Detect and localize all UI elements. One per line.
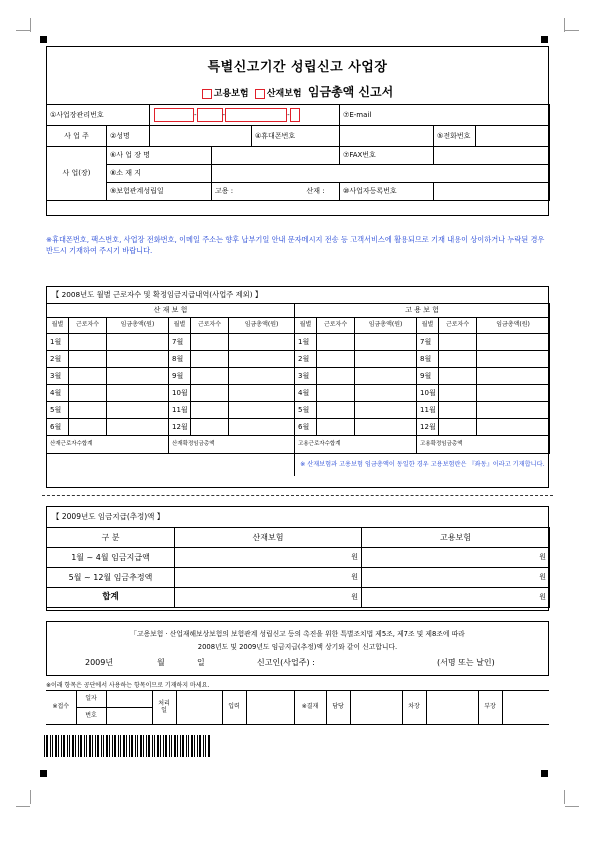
month-label: 6월 <box>47 419 69 436</box>
row-label: 1월 ~ 4월 임금지급액 <box>47 548 175 568</box>
wage-input[interactable] <box>229 351 295 368</box>
wage-input[interactable] <box>229 334 295 351</box>
month-label: 7월 <box>417 334 439 351</box>
input-label: 입력 <box>222 691 246 725</box>
barcode-bar <box>123 735 125 757</box>
workplace-name-label: ⑥사 업 장 명 <box>107 147 212 165</box>
barcode <box>44 735 212 763</box>
reporter-label: 신고인(사업주) : <box>257 658 315 667</box>
barcode-bar <box>140 735 142 757</box>
fax-input[interactable] <box>434 147 550 165</box>
barcode-bar <box>194 735 195 757</box>
barcode-bar <box>160 735 161 757</box>
office-note: ※이래 항목은 공단에서 사용하는 항목이므로 기재하지 마세요. <box>46 682 210 689</box>
wage-input[interactable] <box>229 368 295 385</box>
notice-text: ※휴대폰번호, 팩스번호, 사업장 전화번호, 이메일 주소는 향후 납부기일 안내 문자메시지 전송 등 고객서비스에 활용되므로 기재 내용이 상이하거나 누락된 경우 반드시 기재하여 주시기 바랍니다. <box>46 235 545 256</box>
crop-mark <box>565 30 579 31</box>
phone-input[interactable] <box>476 126 550 147</box>
barcode-bar <box>69 735 70 757</box>
month-label: 9월 <box>169 368 191 385</box>
workers-input[interactable] <box>69 385 107 402</box>
workplace-name-input[interactable] <box>212 147 340 165</box>
barcode-bar <box>120 735 121 757</box>
crop-mark <box>16 806 30 807</box>
declaration-line2: 2008년도 및 2009년도 임금지급(추정)액 상기와 같이 신고합니다. <box>197 643 398 651</box>
wage-input[interactable] <box>477 419 550 436</box>
month-label: 10월 <box>417 385 439 402</box>
barcode-bar <box>46 735 48 757</box>
barcode-bar <box>44 735 45 757</box>
wage-input[interactable] <box>477 368 550 385</box>
wage-input[interactable] <box>477 402 550 419</box>
section-2009-title: 【 2009년도 임금지급(추정)액 】 <box>52 512 165 521</box>
month-label: 10월 <box>169 385 191 402</box>
emp-wage-total: 고용확정임금총액 <box>417 436 550 454</box>
mobile-label: ④휴대폰번호 <box>252 126 340 147</box>
cut-line <box>42 495 553 496</box>
wage-input[interactable] <box>477 334 550 351</box>
form-subtitle: 임금총액 신고서 <box>307 85 394 99</box>
barcode-bar <box>171 735 172 757</box>
wage-input[interactable] <box>107 385 169 402</box>
barcode-bar <box>174 735 176 757</box>
workers-input[interactable] <box>191 368 229 385</box>
form-title: 특별신고기간 성립신고 사업장 <box>207 60 388 75</box>
relation-date-label: ⑨보험관계성립일 <box>107 183 212 201</box>
registration-mark <box>541 36 548 43</box>
address-input[interactable] <box>212 165 550 183</box>
barcode-bar <box>89 735 91 757</box>
workers-input[interactable] <box>191 419 229 436</box>
number-label: 번호 <box>76 708 106 725</box>
crop-mark <box>564 790 565 804</box>
col-emp-2009: 고용보험 <box>362 528 550 548</box>
workers-input[interactable] <box>317 351 355 368</box>
wage-input[interactable] <box>355 385 417 402</box>
wage-input[interactable] <box>477 351 550 368</box>
ind-date-input[interactable]: 산재 : <box>304 183 340 201</box>
col-month: 월별 <box>47 318 69 334</box>
wage-2009-table <box>46 527 550 608</box>
workers-input[interactable] <box>439 419 477 436</box>
wage-input[interactable] <box>107 368 169 385</box>
barcode-bar <box>131 735 133 757</box>
workers-input[interactable] <box>439 402 477 419</box>
workers-input[interactable] <box>69 351 107 368</box>
footnote-spacer <box>47 454 295 476</box>
barcode-bar <box>154 735 155 757</box>
phone-label: ⑤전화번호 <box>434 126 476 147</box>
barcode-bar <box>180 735 181 757</box>
col-wage: 임금총액(원) <box>355 318 417 334</box>
crop-mark <box>30 18 31 32</box>
month-row <box>47 351 550 368</box>
month-label: 11월 <box>169 402 191 419</box>
barcode-bar <box>205 735 206 757</box>
barcode-bar <box>137 735 138 757</box>
barcode-bar <box>114 735 116 757</box>
name-input[interactable] <box>150 126 252 147</box>
barcode-bar <box>157 735 159 757</box>
registration-mark <box>40 36 47 43</box>
barcode-bar <box>61 735 62 757</box>
declaration-day: 일 <box>197 658 205 667</box>
wage-input[interactable] <box>107 334 169 351</box>
section-2008-title: 【 2008년도 월별 근로자수 및 확정임금지급내역(사업주 제외) 】 <box>52 290 263 299</box>
col-workers: 근로자수 <box>191 318 229 334</box>
emp-amount-input[interactable]: 원 <box>362 548 550 568</box>
wage-2008-table <box>46 303 550 476</box>
month-label: 3월 <box>47 368 69 385</box>
month-label: 4월 <box>295 385 317 402</box>
col-ind-2009: 산재보험 <box>175 528 362 548</box>
workers-input[interactable] <box>317 368 355 385</box>
barcode-bar <box>109 735 110 757</box>
crop-mark <box>16 30 30 31</box>
barcode-bar <box>129 735 130 757</box>
crop-mark <box>565 806 579 807</box>
workers-input[interactable] <box>317 402 355 419</box>
industrial-header: 산 재 보 험 <box>47 304 295 318</box>
name-label: ②성명 <box>107 126 150 147</box>
barcode-bar <box>84 735 85 757</box>
barcode-bar <box>80 735 82 757</box>
wage-input[interactable] <box>229 419 295 436</box>
month-label: 5월 <box>47 402 69 419</box>
barcode-bar <box>67 735 68 757</box>
date-label: 일자 <box>76 691 106 708</box>
col-month: 월별 <box>295 318 317 334</box>
month-label: 9월 <box>417 368 439 385</box>
mobile-input[interactable] <box>340 126 434 147</box>
workers-input[interactable] <box>191 402 229 419</box>
staff-cell <box>350 691 402 725</box>
ind-amount-input[interactable]: 원 <box>175 588 362 608</box>
col-division: 구 분 <box>47 528 175 548</box>
registration-mark <box>40 770 47 777</box>
col-wage: 임금총액(원) <box>229 318 295 334</box>
declaration-month: 월 <box>157 658 165 667</box>
wage-input[interactable] <box>355 419 417 436</box>
col-month: 월별 <box>417 318 439 334</box>
month-label: 6월 <box>295 419 317 436</box>
workers-input[interactable] <box>317 419 355 436</box>
barcode-bar <box>163 735 164 757</box>
ind-wage-total: 산재확정임금총액 <box>169 436 295 454</box>
review-label: ※결재 <box>294 691 326 725</box>
date-cell <box>106 691 152 708</box>
emp-worker-total: 고용근로자수합계 <box>295 436 417 454</box>
workers-input[interactable] <box>69 334 107 351</box>
declaration-year: 2009년 <box>85 658 114 667</box>
address-label: ⑧소 재 지 <box>107 165 212 183</box>
wage-input[interactable] <box>355 402 417 419</box>
barcode-bar <box>186 735 187 757</box>
barcode-bar <box>135 735 136 757</box>
month-label: 12월 <box>417 419 439 436</box>
barcode-bar <box>103 735 104 757</box>
input-cell <box>246 691 294 725</box>
month-label: 8월 <box>169 351 191 368</box>
month-label: 8월 <box>417 351 439 368</box>
form-subtitle-row <box>47 83 548 100</box>
receipt-label: ※접수 <box>46 691 76 725</box>
registration-mark <box>541 770 548 777</box>
mgmt-no-input[interactable]: - - - <box>150 105 340 126</box>
barcode-bar <box>72 735 74 757</box>
manager-label: 차장 <box>402 691 426 725</box>
barcode-bar <box>86 735 87 757</box>
declaration-line1: 「고용보험 · 산업재해보상보험의 보험관계 성립신고 등의 촉진을 위한 특별조치법 제5조, 제7조 및 제8조에 따라 <box>130 630 465 638</box>
barcode-bar <box>152 735 153 757</box>
month-row <box>47 368 550 385</box>
barcode-bar <box>92 735 93 757</box>
barcode-bar <box>182 735 184 757</box>
checkbox-employment[interactable] <box>202 89 212 99</box>
barcode-bar <box>97 735 99 757</box>
month-label: 11월 <box>417 402 439 419</box>
workers-input[interactable] <box>439 368 477 385</box>
barcode-bar <box>126 735 127 757</box>
workers-input[interactable] <box>69 368 107 385</box>
head-label: 부장 <box>478 691 502 725</box>
wage-input[interactable] <box>355 334 417 351</box>
head-cell <box>502 691 549 725</box>
barcode-bar <box>118 735 119 757</box>
barcode-bar <box>146 735 147 757</box>
month-row <box>47 385 550 402</box>
wage-input[interactable] <box>107 351 169 368</box>
month-row <box>47 402 550 419</box>
ind-amount-input[interactable]: 원 <box>175 548 362 568</box>
barcode-bar <box>75 735 76 757</box>
barcode-bar <box>177 735 178 757</box>
emp-amount-input[interactable]: 원 <box>362 588 550 608</box>
wage-input[interactable] <box>477 385 550 402</box>
month-label: 12월 <box>169 419 191 436</box>
mgmt-no-label: ①사업장관리번호 <box>47 105 150 126</box>
workers-input[interactable] <box>69 419 107 436</box>
office-table <box>46 690 549 725</box>
footnote-2008: ※ 산재보험과 고용보험 임금총액이 동일한 경우 고용보험란은 『좌동』이라고 기재합니다. <box>295 454 550 476</box>
employment-header: 고 용 보 험 <box>295 304 550 318</box>
barcode-bar <box>148 735 150 757</box>
barcode-bar <box>50 735 51 757</box>
email-label: ⑦E-mail <box>340 105 550 126</box>
barcode-bar <box>199 735 201 757</box>
workers-input[interactable] <box>191 334 229 351</box>
col-workers: 근로자수 <box>69 318 107 334</box>
workers-input[interactable] <box>317 334 355 351</box>
staff-label: 담당 <box>326 691 350 725</box>
declaration-box <box>46 621 549 676</box>
workplace-label: 사 업(장) <box>47 147 107 201</box>
col-wage: 임금총액(원) <box>477 318 550 334</box>
barcode-bar <box>101 735 102 757</box>
month-label: 2월 <box>295 351 317 368</box>
wage-input[interactable] <box>229 402 295 419</box>
employer-label: 사 업 주 <box>47 126 107 147</box>
barcode-bar <box>203 735 204 757</box>
month-label: 1월 <box>295 334 317 351</box>
processing-cell <box>176 691 222 725</box>
workers-input[interactable] <box>191 385 229 402</box>
barcode-bar <box>95 735 96 757</box>
fax-label: ⑦FAX번호 <box>340 147 434 165</box>
barcode-bar <box>191 735 193 757</box>
wage-input[interactable] <box>229 385 295 402</box>
workers-input[interactable] <box>439 351 477 368</box>
checkbox-industrial[interactable] <box>255 89 265 99</box>
ind-worker-total: 산재근로자수합계 <box>47 436 169 454</box>
col-workers: 근로자수 <box>439 318 477 334</box>
barcode-bar <box>63 735 65 757</box>
applicant-table <box>46 104 550 201</box>
barcode-bar <box>169 735 170 757</box>
declaration-sign-row <box>47 657 548 669</box>
workers-input[interactable] <box>69 402 107 419</box>
month-label: 4월 <box>47 385 69 402</box>
wage-input[interactable] <box>355 368 417 385</box>
biz-reg-input[interactable] <box>434 183 550 201</box>
wage-input[interactable] <box>107 419 169 436</box>
processing-label: 처리일 <box>152 691 176 725</box>
month-label: 3월 <box>295 368 317 385</box>
month-label: 1월 <box>47 334 69 351</box>
col-wage: 임금총액(원) <box>107 318 169 334</box>
barcode-bar <box>106 735 108 757</box>
barcode-bar <box>165 735 167 757</box>
crop-mark <box>30 790 31 804</box>
month-label: 7월 <box>169 334 191 351</box>
month-label: 2월 <box>47 351 69 368</box>
label-industrial: 산재보험 <box>266 89 302 99</box>
row-label: 5월 ~ 12월 임금추정액 <box>47 568 175 588</box>
month-row <box>47 334 550 351</box>
sign-label: (서명 또는 날인) <box>437 658 495 667</box>
emp-date-input[interactable]: 고용 : <box>212 183 304 201</box>
row-label: 합계 <box>47 588 175 608</box>
barcode-bar <box>188 735 189 757</box>
col-month: 월별 <box>169 318 191 334</box>
label-employment: 고용보험 <box>213 89 249 99</box>
month-label: 5월 <box>295 402 317 419</box>
month-row <box>47 419 550 436</box>
ind-amount-input[interactable]: 원 <box>175 568 362 588</box>
biz-reg-label: ⑩사업자등록번호 <box>340 183 434 201</box>
barcode-bar <box>143 735 144 757</box>
barcode-bar <box>58 735 59 757</box>
barcode-bar <box>55 735 57 757</box>
barcode-bar <box>208 735 210 757</box>
wage-input[interactable] <box>107 402 169 419</box>
manager-cell <box>426 691 478 725</box>
barcode-bar <box>78 735 79 757</box>
workers-input[interactable] <box>439 334 477 351</box>
barcode-bar <box>112 735 113 757</box>
wage-input[interactable] <box>355 351 417 368</box>
emp-amount-input[interactable]: 원 <box>362 568 550 588</box>
number-cell <box>106 708 152 725</box>
workers-input[interactable] <box>317 385 355 402</box>
barcode-bar <box>52 735 53 757</box>
barcode-bar <box>197 735 198 757</box>
workers-input[interactable] <box>439 385 477 402</box>
workers-input[interactable] <box>191 351 229 368</box>
col-workers: 근로자수 <box>317 318 355 334</box>
